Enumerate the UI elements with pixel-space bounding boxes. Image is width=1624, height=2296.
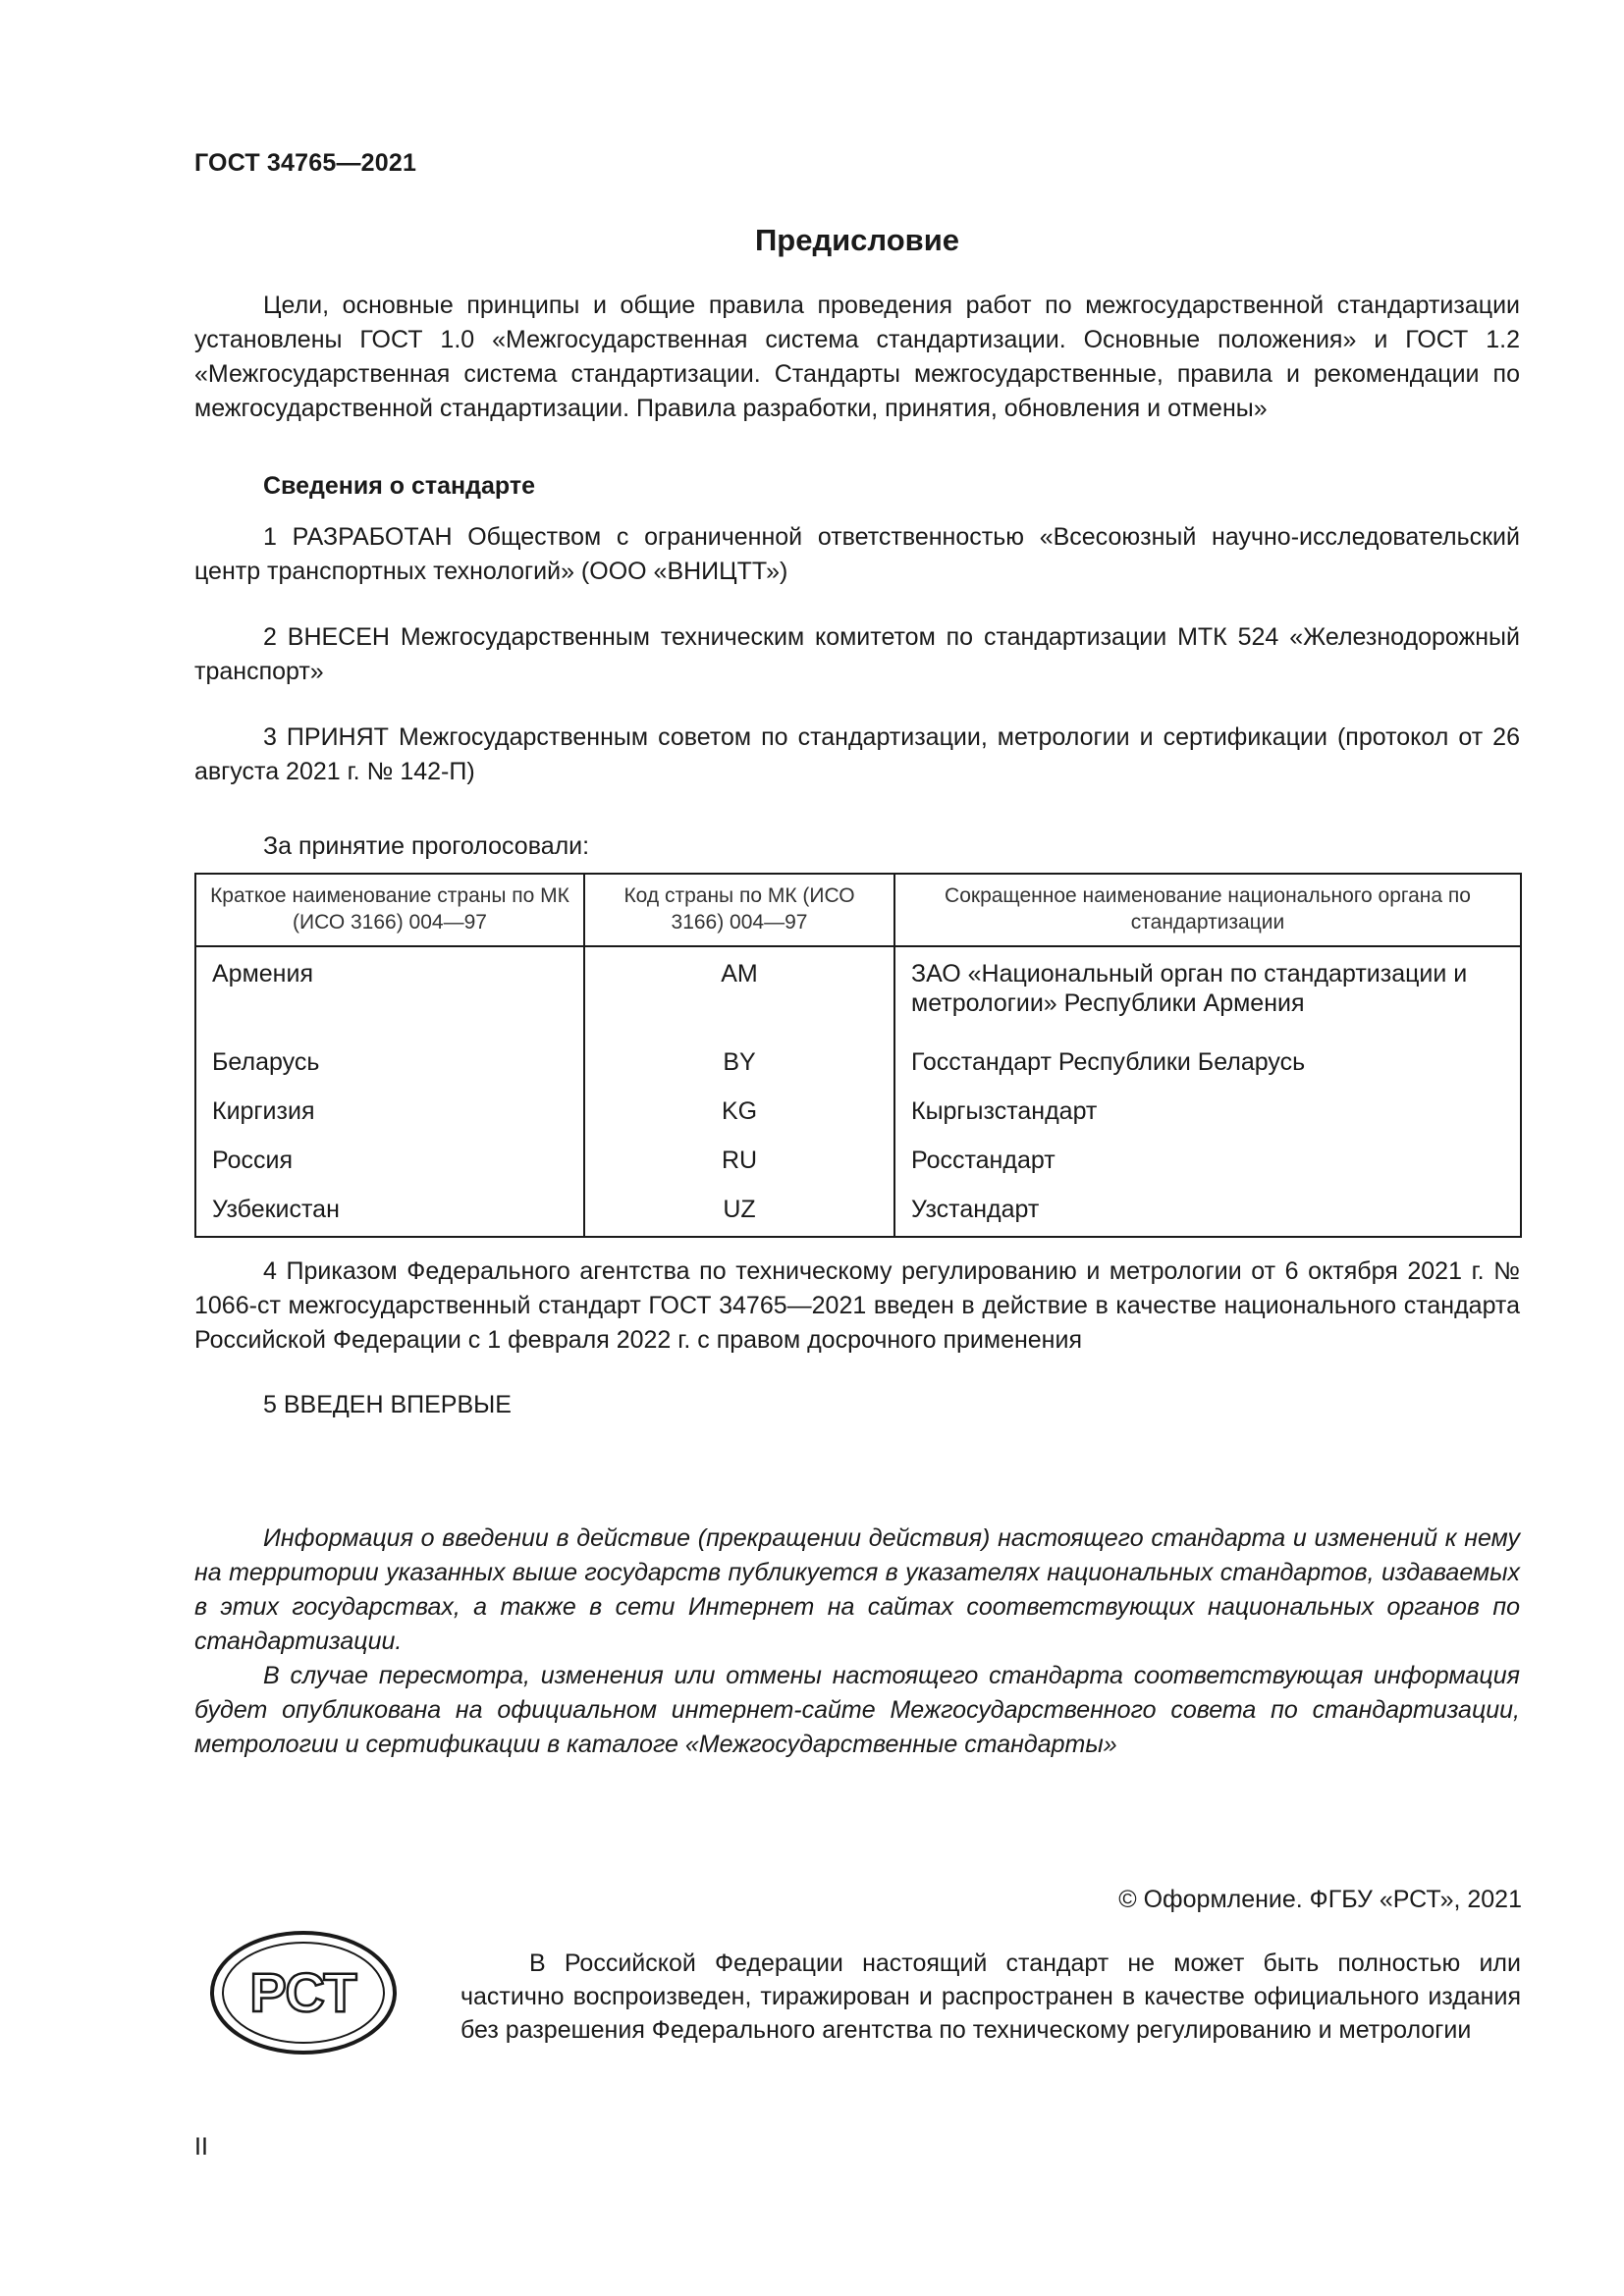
document-code-header: ГОСТ 34765—2021: [194, 149, 417, 177]
country-cell: Киргизия: [195, 1085, 584, 1134]
body-cell: Госстандарт Республики Беларусь: [894, 1036, 1521, 1085]
item-enacted: 4 Приказом Федерального агентства по техническому регулированию и метрологии от 6 октября 2021 г. № 1066-ст межгосударственный стандарт ГОСТ 34765—2021 введен в действие в качестве национального стандарта Российской Федерации с 1 февраля 2022 г. с правом досрочного применения: [194, 1257, 1520, 1354]
header-code: Код страны по МК (ИСО 3166) 004—97: [584, 874, 894, 946]
page-number: II: [194, 2133, 208, 2161]
code-cell: UZ: [584, 1183, 894, 1237]
country-cell: Россия: [195, 1134, 584, 1183]
code-cell: BY: [584, 1036, 894, 1085]
info-paragraph-1: Информация о введении в действие (прекращении действия) настоящего стандарта и изменений к нему на территории указанных выше государств публикуется в указателях национальных стандартов, издаваемых в этих государствах, а также в сети Интернет на сайтах соответствующих национальных органов по стандартизации.: [194, 1524, 1520, 1655]
copyright-line: © Оформление. ФГБУ «РСТ», 2021: [1118, 1886, 1522, 1913]
body-cell: Кыргызстандарт: [894, 1085, 1521, 1134]
country-cell: Беларусь: [195, 1036, 584, 1085]
code-cell: KG: [584, 1085, 894, 1134]
header-country: Краткое наименование страны по МК (ИСО 3166) 004—97: [195, 874, 584, 946]
voting-table: [194, 873, 1522, 1238]
table-row: [195, 1183, 1521, 1237]
item-first-introduced: 5 ВВЕДЕН ВПЕРВЫЕ: [263, 1391, 512, 1418]
item-adopted: 3 ПРИНЯТ Межгосударственным советом по стандартизации, метрологии и сертификации (протокол от 26 августа 2021 г. № 142-П): [194, 723, 1520, 785]
country-cell: Узбекистан: [195, 1183, 584, 1237]
logo-text: РСТ: [249, 1961, 357, 2023]
page-title: Предисловие: [754, 223, 959, 257]
table-header-row: [195, 874, 1521, 946]
table-row: [195, 1085, 1521, 1134]
rst-logo-icon: [208, 1929, 400, 2056]
body-cell: ЗАО «Национальный орган по стандартизации и метрологии» Республики Армения: [894, 946, 1521, 1036]
body-cell: Росстандарт: [894, 1134, 1521, 1183]
code-cell: AM: [584, 946, 894, 1036]
country-cell: Армения: [195, 946, 584, 1036]
table-row: [195, 1134, 1521, 1183]
table-row: [195, 1036, 1521, 1085]
body-cell: Узстандарт: [894, 1183, 1521, 1237]
section-subheading: Сведения о стандарте: [263, 472, 536, 500]
info-paragraph-2: В случае пересмотра, изменения или отмены настоящего стандарта соответствующая информация будет опубликована на официальном интернет-сайте Межгосударственного совета по стандартизации, метрологии и сертификации в каталоге «Межгосударственные стандарты»: [194, 1662, 1520, 1758]
voted-label: За принятие проголосовали:: [263, 832, 590, 860]
intro-paragraph: Цели, основные принципы и общие правила проведения работ по межгосударственной стандартизации установлены ГОСТ 1.0 «Межгосударственная система стандартизации. Основные положения» и ГОСТ 1.2 «Межгосударственная система стандартизации. Стандарты межгосударственные, правила и рекомендации по межгосударственной стандартизации. Правила разработки, принятия, обновления и отмены»: [194, 292, 1520, 422]
item-introduced: 2 ВНЕСЕН Межгосударственным техническим комитетом по стандартизации МТК 524 «Железнодорожный транспорт»: [194, 623, 1520, 685]
header-body: Сокращенное наименование национального органа по стандартизации: [894, 874, 1521, 946]
reproduction-notice: В Российской Федерации настоящий стандарт не может быть полностью или частично воспроизведен, тиражирован и распространен в качестве официального издания без разрешения Федерального агентства по техническому регулированию и метрологии: [460, 1949, 1521, 2044]
table-row: [195, 946, 1521, 1036]
code-cell: RU: [584, 1134, 894, 1183]
item-developed: 1 РАЗРАБОТАН Обществом с ограниченной ответственностью «Всесоюзный научно-исследовательский центр транспортных технологий» (ООО «ВНИЦТТ»): [194, 523, 1520, 585]
